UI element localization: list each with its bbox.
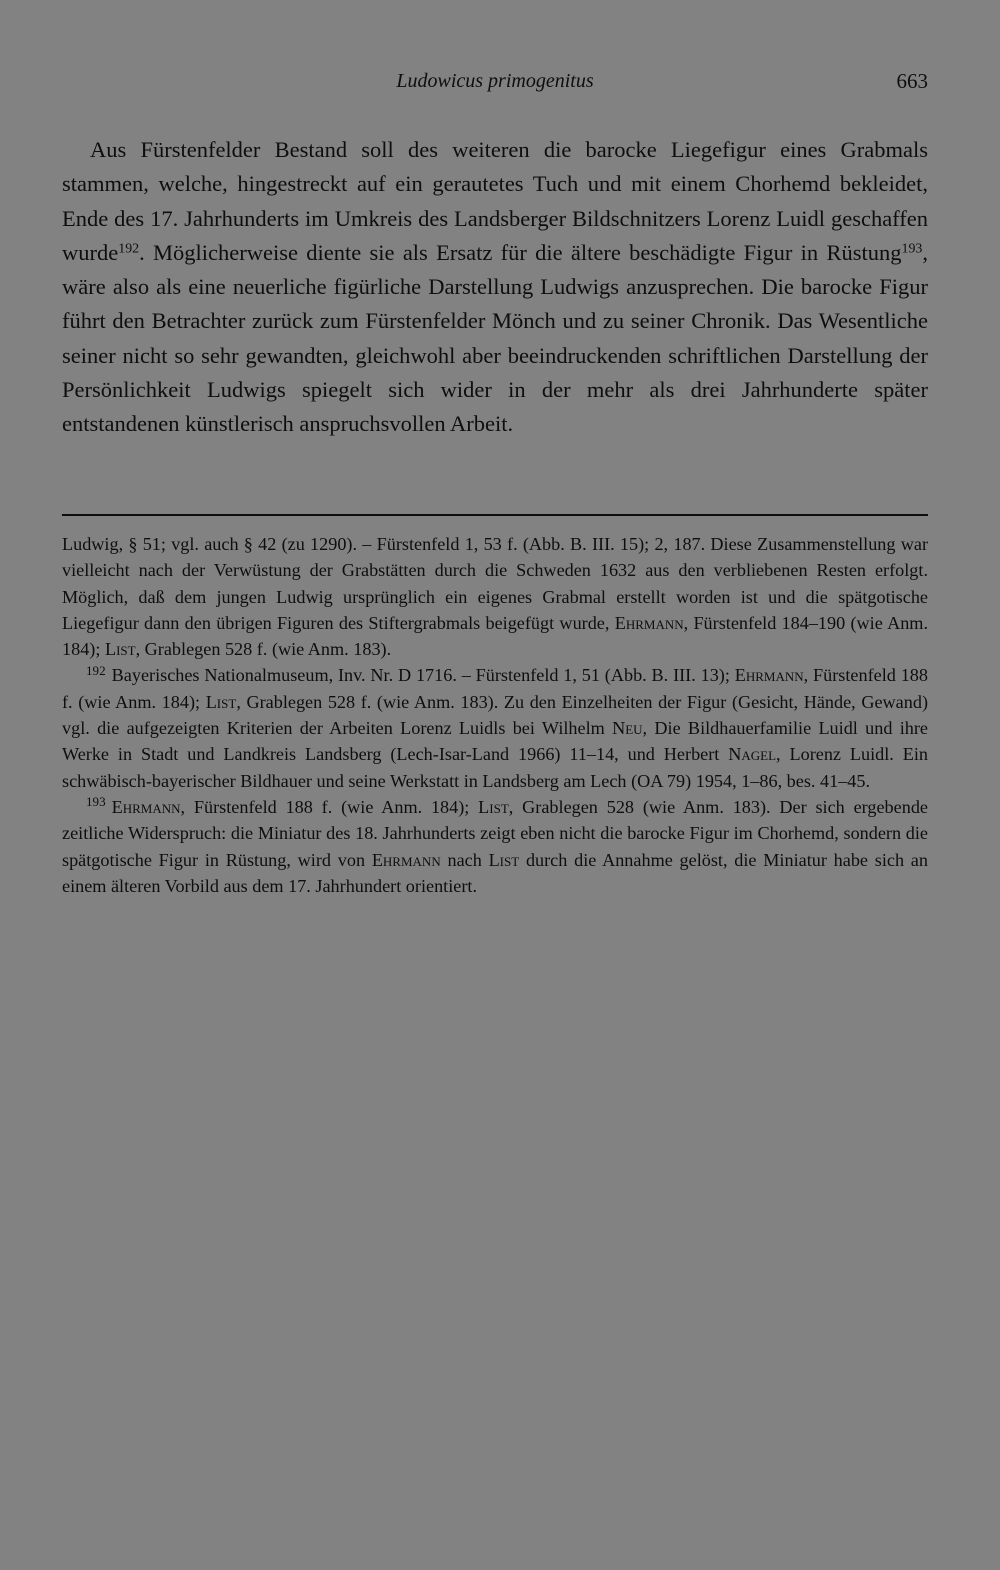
running-header [62, 66, 928, 96]
author-name: Ehrmann [371, 849, 441, 870]
author-name: List [205, 691, 237, 712]
author-name: Ehrmann [614, 612, 684, 633]
footnote-ref-192: 192 [118, 241, 140, 257]
author-name: List [478, 796, 509, 817]
footnotes-block [62, 531, 928, 899]
footnote-rule [62, 514, 928, 516]
body-text-part: Aus Fürstenfelder Bestand soll des weiteren die barocke Liegefigur eines Grabmals stammen, welche, hingestreckt auf ein gerautetes Tuch und mit einem Chorhemd bekleidet, Ende des 17. Jahrhunderts im Umkreis des Landsberger Bildschnitzers Lorenz Luidl geschaffen wurde [62, 137, 928, 265]
footnote-text: , Fürstenfeld 184–190 (wie Anm. 184); [62, 612, 929, 660]
author-name: List [104, 639, 136, 660]
footnote-192 [62, 662, 928, 793]
body-paragraph [62, 133, 928, 442]
footnote-text: , Grablegen 528 (wie Anm. 183). Der sich ergebende zeitliche Widerspruch: die Miniatur des 18. Jahrhunderts zeigt eben nicht die barocke Figur im Chorhemd, sondern die spätgotische Figur in Rüstung, wird von [62, 796, 928, 870]
footnote-191-continued [62, 531, 928, 662]
footnote-text: durch die Annahme gelöst, die Miniatur habe sich an einem älteren Vorbild aus dem 17. Jahrhundert orientiert. [62, 849, 928, 896]
footnote-number: 193 [86, 794, 106, 810]
running-title: Ludowicus primogenitus [396, 70, 594, 92]
footnote-text: , Die Bildhauerfamilie Luidl und ihre Werke in Stadt und Landkreis Landsberg (Lech-Isar-Land 1966) 11–14, und Herbert [62, 718, 928, 765]
footnote-text: nach [440, 849, 489, 870]
footnote-text: , Fürstenfeld 188 f. (wie Anm. 184); [180, 796, 479, 817]
author-name: Nagel [728, 744, 777, 765]
body-text-part: , wäre also als eine neuerliche figürliche Darstellung Ludwigs anzusprechen. Die barocke Figur führt den Betrachter zurück zum Fürstenfelder Mönch und zu seiner Chronik. Das Wesentliche seiner nicht so sehr gewandten, gleichwohl aber beeindruckenden schriftlichen Darstellung der Persönlichkeit Ludwigs spiegelt sich wider in der mehr als drei Jahrhunderte später entstandenen künstlerisch anspruchsvollen Arbeit. [62, 239, 928, 437]
page-number: 663 [896, 69, 928, 93]
footnote-text: Ludwig, § 51; vgl. auch § 42 (zu 1290). – Fürstenfeld 1, 53 f. (Abb. B. III. 15); 2, 187. Diese Zusammenstellung war vielleicht nach der Verwüstung der Grabstätten durch die Schweden 1632 aus den verbliebenen Resten erfolgt. Möglich, daß dem jungen Ludwig ursprünglich ein eigenes Grabmal erstellt worden ist und die spätgotische Liegefigur dann den übrigen Figuren des Stiftergrabmals beigefügt wurde, [62, 534, 928, 633]
body-text-part: . Möglicherweise diente sie als Ersatz für die ältere beschädigte Figur in Rüstung [139, 239, 902, 265]
author-name: Neu [612, 718, 643, 739]
author-name: Ehrmann [734, 665, 804, 686]
author-name: Ehrmann [111, 796, 181, 817]
footnote-text: , Lorenz Luidl. Ein schwäbisch-bayerischer Bildhauer und seine Werkstatt in Landsberg am Lech (OA 79) 1954, 1–86, bes. 41–45. [62, 744, 928, 791]
author-name: List [488, 849, 520, 870]
footnote-text: , Grablegen 528 f. (wie Anm. 183). [135, 639, 392, 660]
footnote-text: , Grablegen 528 f. (wie Anm. 183). Zu den Einzelheiten der Figur (Gesicht, Hände, Gewand) vgl. die aufgezeigten Kriterien der Arbeiten Lorenz Luidls bei Wilhelm [62, 691, 928, 739]
footnote-ref-193: 193 [901, 241, 923, 257]
footnote-193 [62, 794, 928, 899]
footnote-number: 192 [86, 662, 106, 678]
footnote-text: , Fürstenfeld 188 f. (wie Anm. 184); [62, 665, 928, 712]
footnote-text: Bayerisches Nationalmuseum, Inv. Nr. D 1716. – Fürstenfeld 1, 51 (Abb. B. III. 13); [111, 665, 735, 686]
